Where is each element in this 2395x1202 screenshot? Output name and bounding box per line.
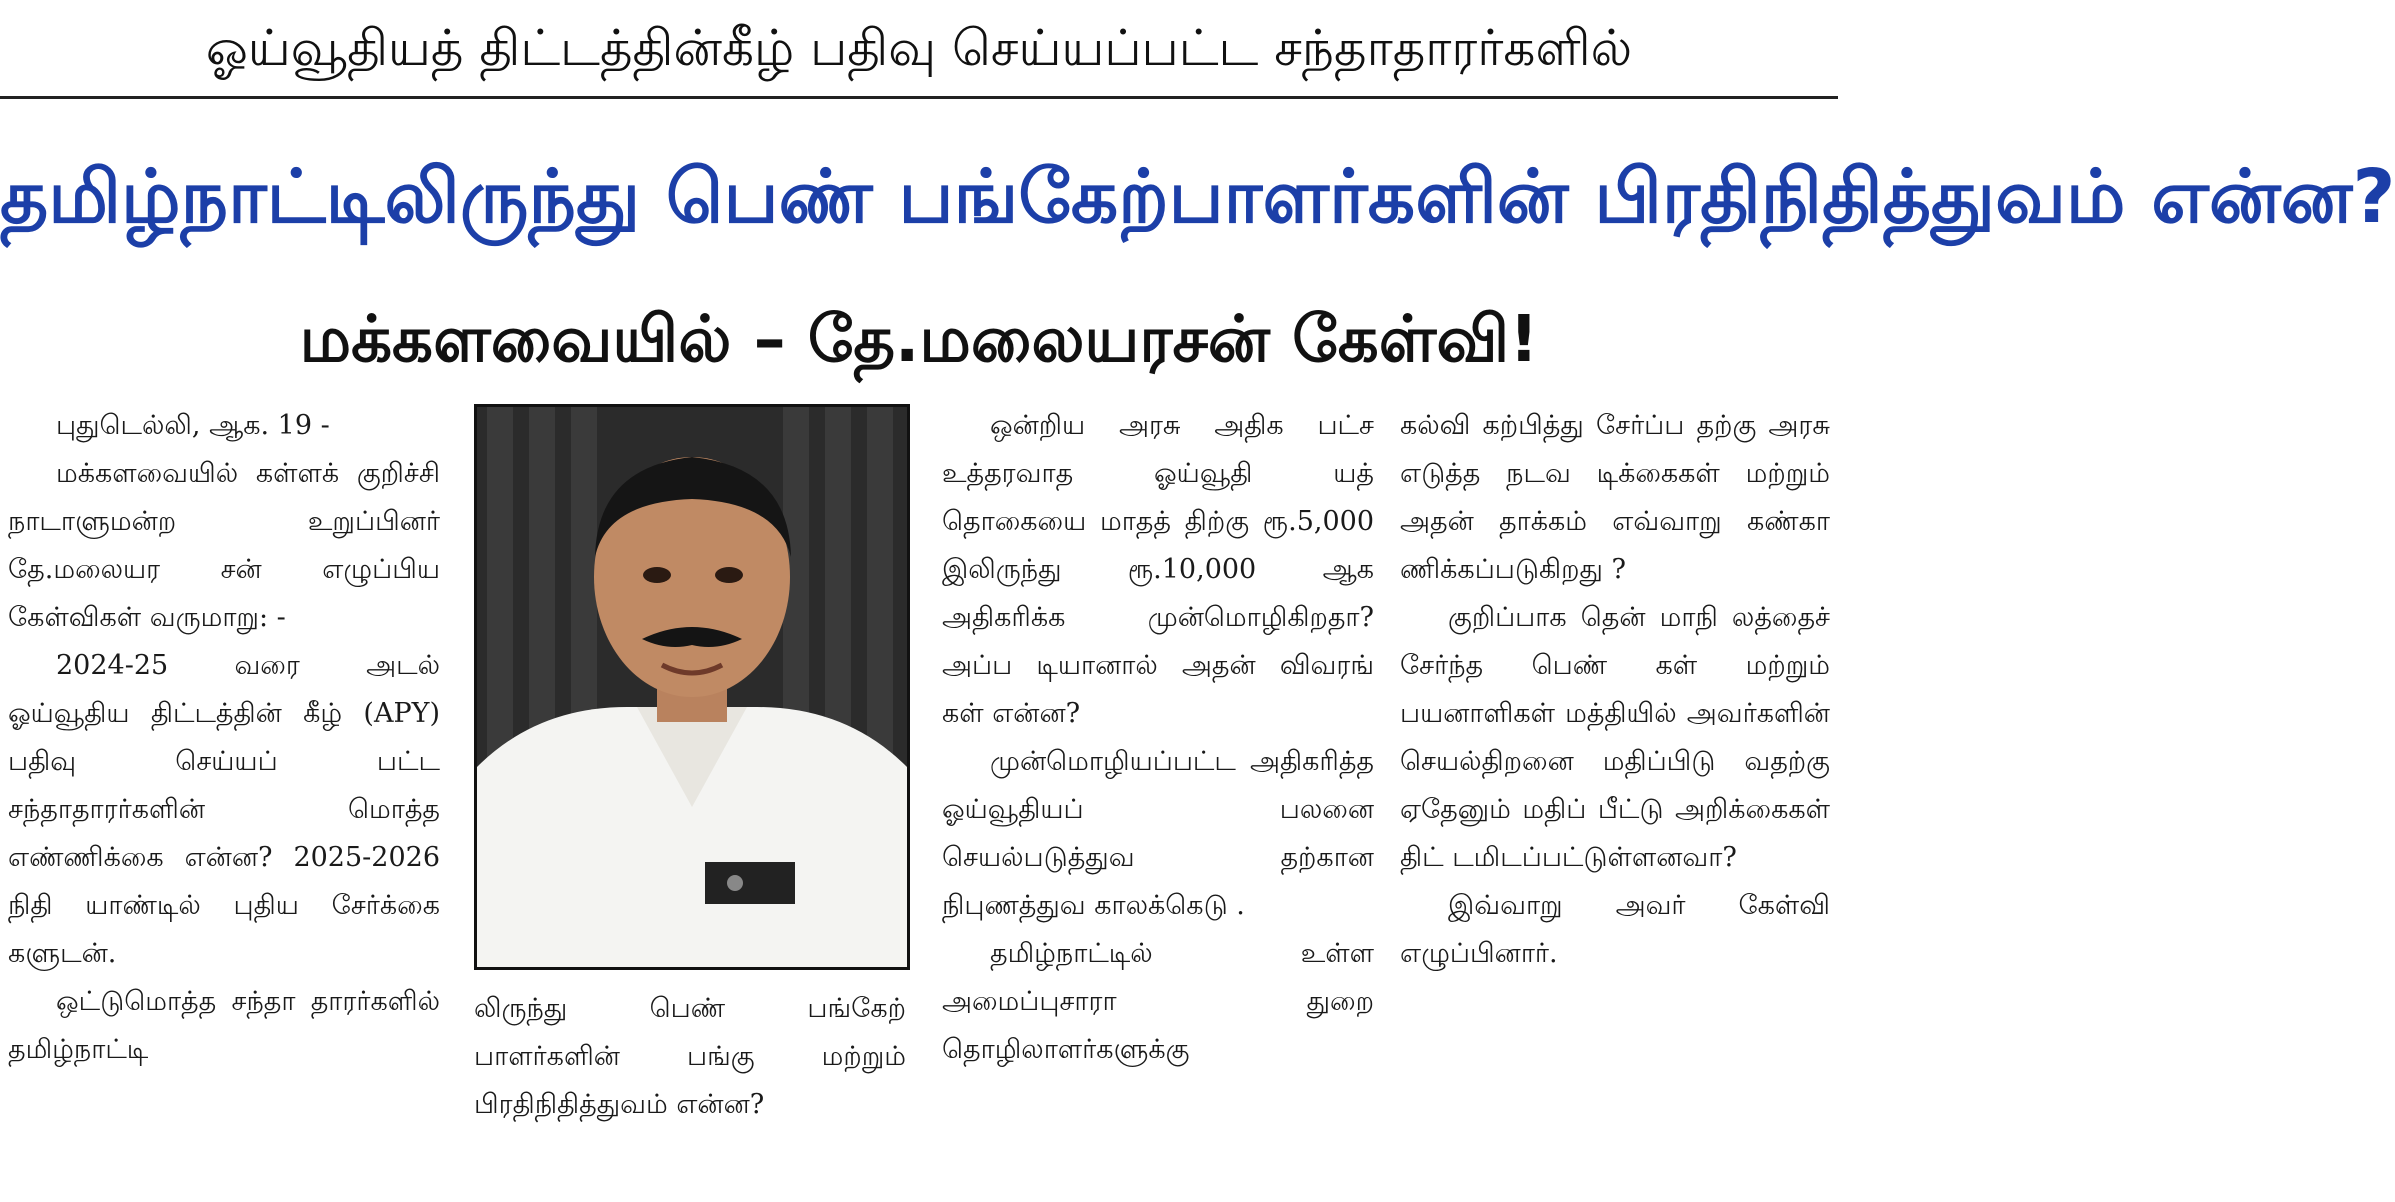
sub-headline: மக்களவையில் – தே.மலையரசன் கேள்வி! — [299, 303, 1539, 377]
article-column-1 — [8, 402, 440, 1074]
paragraph: 2024-25 வரை அடல் ஓய்வூதிய திட்டத்தின் கீழ் (APY) பதிவு செய்யப் பட்ட சந்தாதாரர்களின் மொத்த எண்ணிக்கை என்ன? 2025-2026 நிதி யாண்டில் புதிய சேர்க்கை களுடன். — [8, 650, 440, 969]
article-column-4 — [1400, 402, 1830, 978]
kicker-headline: ஓய்வூதியத் திட்டத்தின்கீழ் பதிவு செய்யப்பட்ட சந்தாதாரர்களில் — [205, 19, 1633, 77]
paragraph: மக்களவையில் கள்ளக் குறிச்சி நாடாளுமன்ற உறுப்பினர் தே.மலையர சன் எழுப்பிய கேள்விகள் வருமாறு: - — [8, 458, 440, 633]
paragraph: லிருந்து பெண் பங்கேற் பாளர்களின் பங்கு மற்றும் பிரதிநிதித்துவம் என்ன? — [474, 993, 906, 1120]
dateline: புதுடெல்லி, ஆக. 19 - — [56, 410, 330, 441]
paragraph: கல்வி கற்பித்து சேர்ப்ப தற்கு அரசு எடுத்த நடவ டிக்கைகள் மற்றும் அதன் தாக்கம் எவ்வாறு கண்கா ணிக்கப்படுகிறது ? — [1400, 410, 1830, 585]
divider — [0, 96, 1838, 99]
article-column-2 — [474, 985, 906, 1129]
paragraph: ஒட்டுமொத்த சந்தா தாரர்களில் தமிழ்நாட்டி — [8, 986, 440, 1065]
portrait-photo — [474, 404, 910, 970]
paragraph: ஒன்றிய அரசு அதிக பட்ச உத்தரவாத ஓய்வூதி யத் தொகையை மாதத் திற்கு ரூ.5,000 இலிருந்து ரூ.10,000 ஆக அதிகரிக்க முன்மொழிகிறதா? அப்ப டியானால் அதன் விவரங் கள் என்ன? — [942, 410, 1374, 729]
paragraph: முன்மொழியப்பட்ட அதிகரித்த ஓய்வூதியப் பலனை செயல்படுத்துவ தற்கான நிபுணத்துவ காலக்கெடு . — [942, 746, 1374, 921]
paragraph: இவ்வாறு அவர் கேள்வி எழுப்பினார். — [1400, 890, 1830, 969]
paragraph: குறிப்பாக தென் மாநி லத்தைச் சேர்ந்த பெண் கள் மற்றும் பயனாளிகள் மத்தியில் அவர்களின் செயல்திறனை மதிப்பிடு வதற்கு ஏதேனும் மதிப் பீட்டு அறிக்கைகள் திட் டமிடப்பட்டுள்ளனவா? — [1400, 602, 1830, 873]
main-headline: தமிழ்நாட்டிலிருந்து பெண் பங்கேற்பாளர்களின் பிரதிநிதித்துவம் என்ன? — [0, 154, 2395, 240]
paragraph: தமிழ்நாட்டில் உள்ள அமைப்புசாரா துறை தொழிலாளர்களுக்கு — [942, 938, 1374, 1065]
article-column-3 — [942, 402, 1374, 1074]
